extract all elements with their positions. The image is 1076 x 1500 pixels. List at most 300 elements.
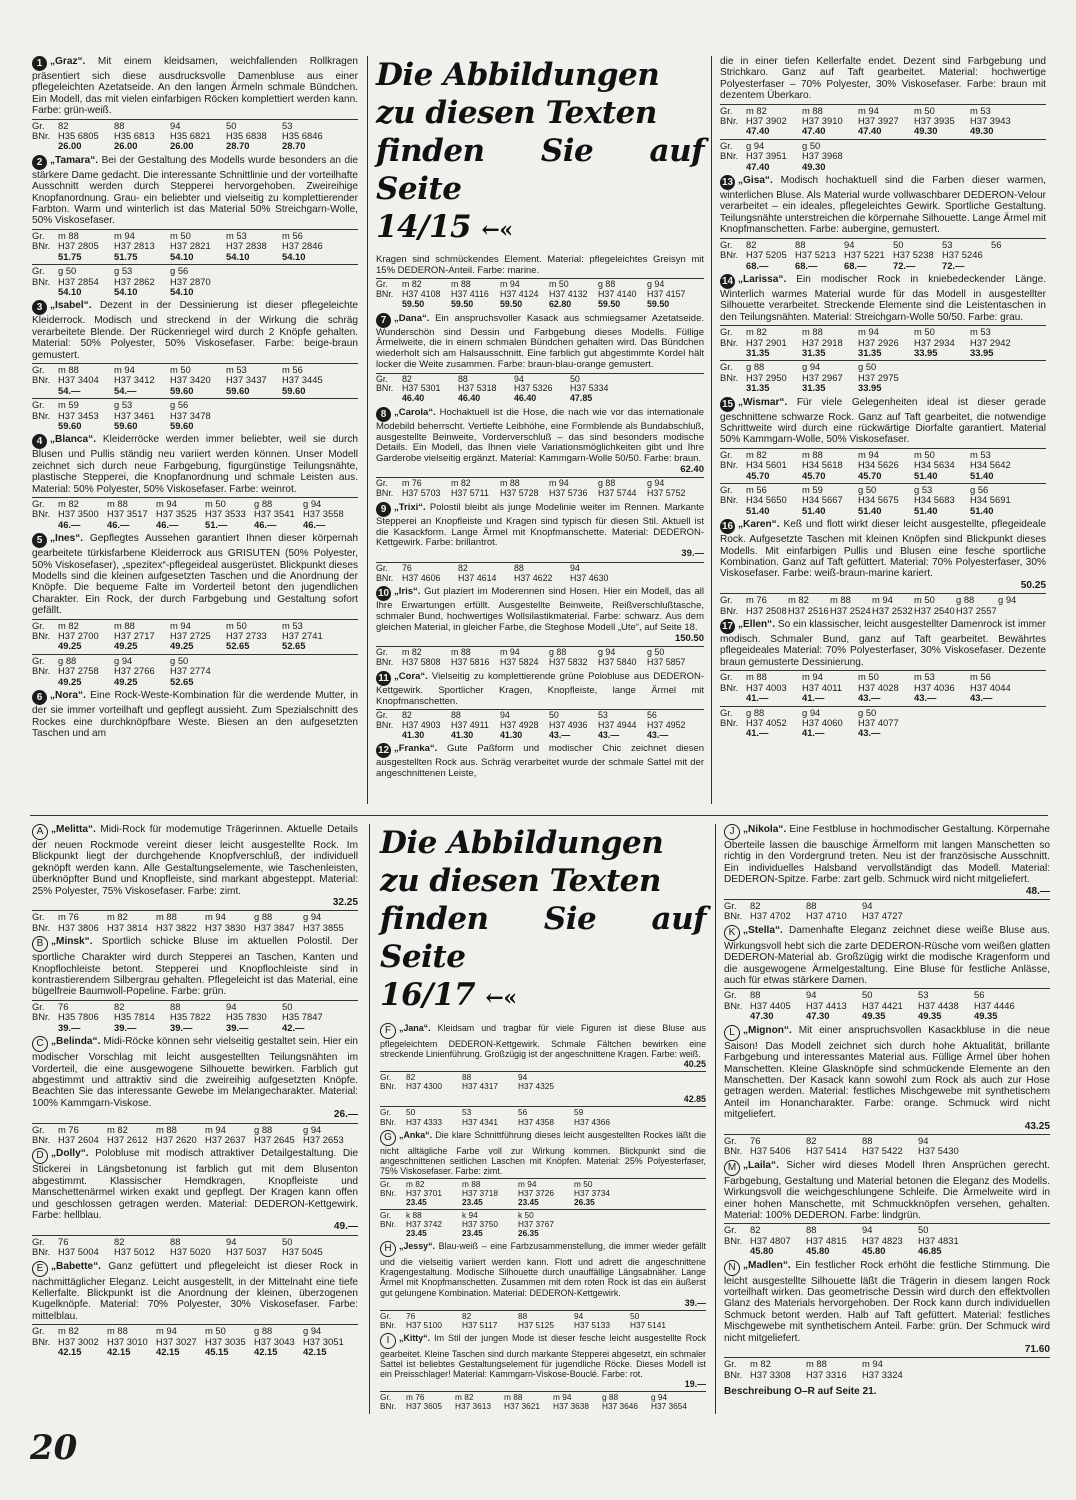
order-number: H37 3002 [58,1335,99,1347]
item-number-badge: 12 [377,745,390,757]
order-number-label: BNr. [32,1246,51,1258]
size-value: g 88 [598,279,616,290]
size-value: 88 [451,710,461,721]
item-number-badge: N [724,1260,740,1276]
order-number: H37 4702 [750,910,791,922]
size-row [720,327,1046,337]
size-label: Gr. [720,448,733,460]
item-name: „Anka“. [399,1129,433,1140]
size-value: m 88 [802,326,823,338]
order-number-row [376,489,704,499]
price-value: 51.40 [746,504,770,516]
catalog-entry [32,824,358,933]
price-value: 68.— [746,259,769,271]
catalog-entry [376,743,704,779]
order-number: H37 3935 [914,115,955,127]
price-value: 62.80 [549,298,572,309]
item-price: 43.25 [1024,1120,1050,1132]
order-number: H37 4944 [598,719,637,730]
size-value: g 88 [254,911,273,923]
size-value: m 82 [455,1392,474,1403]
price-value: 54.10 [114,285,138,297]
order-number: H37 3822 [156,921,197,933]
price-value: 45.70 [802,469,826,481]
price-value: 49.25 [58,640,82,652]
entry-description [724,1160,1050,1222]
order-number: H37 4317 [462,1081,498,1092]
item-text: Damenhafte Eleganz zeichnet diese weiße Bluse aus. Wirkungsvoll hebt sich die zarte DEDERON-Rüsche vom weißen glatten DEDERON-Material ab. Großzügig wirkt die modische Kragenform und die ausgewogene Ärmelgestaltung. Eine Bluse für festliche Anlässe, auch für etwas stärkere Damen. [724,924,1050,987]
entry-description [380,1023,706,1059]
price-value: 72.— [942,259,965,271]
size-row [32,266,358,276]
item-name: „Jana“. [399,1023,431,1033]
price-value: 31.35 [802,382,826,394]
order-number: H37 5004 [58,1246,99,1258]
price-value: 41.30 [451,729,474,740]
order-number: H37 5125 [518,1319,554,1330]
size-value: m 56 [282,229,303,241]
size-value: m 82 [746,104,767,116]
order-number: H37 5246 [942,249,983,261]
catalog-entry [32,155,358,297]
item-text: Sicher wird dieses Modell Ihren Ansprüchen gerecht. Farbgebung, Gestaltung und Material betonen die Eleganz des Modells. Wirkungsvoll die weichgeschlungene Schleife. Die Ärmelweite wird in einer hohen Manschette, mit Schmuckknöpfen versehen, gehalten. Material: 100% DEDERON. Farbe: lindgrün. [724,1159,1050,1221]
order-number: H37 3806 [58,921,99,933]
item-price: 32.25 [332,897,358,909]
size-value: g 88 [254,498,273,509]
divider [367,56,368,804]
entry-description [720,175,1046,236]
size-value: m 53 [970,448,991,460]
order-number: H37 2532 [872,604,913,616]
column-top-left [32,56,358,742]
item-name: „Minsk“. [51,936,93,948]
catalog-entry [720,175,1046,271]
size-value: 88 [462,1072,472,1083]
price-value: 23.45 [406,1228,427,1239]
price-value: 39.— [114,1021,137,1033]
item-text: Blau-weiß – eine Farbzusammenstellung, die immer wieder gefällt und die vielseitig variiert werden kann. Flott und adrett die angeschnittene Kragengestaltung. Modische Silhouette durch unauffällige Längsabnäher. Lange Ärmel mit Knopfmanschetten. Zusammen mit dem roten Rock ist das ein äußerst gut gelungene Kombination. Material: DEDERON-Kettgewirk. [380,1241,707,1298]
price-value: 41.30 [500,729,523,740]
size-value: 82 [402,710,412,721]
size-value: m 94 [518,1178,537,1189]
order-number: H37 5736 [549,488,588,499]
price-row [32,421,358,431]
size-value: m 94 [500,647,520,658]
order-number: H37 4405 [750,999,791,1011]
size-table [720,483,1046,516]
size-value: 50 [918,1224,929,1236]
headline-line: zu diesen Texten [376,95,657,131]
size-value: m 94 [156,1325,177,1337]
item-name: „Nora“. [50,690,86,702]
size-label: Gr. [720,326,733,338]
item-number-badge: 16 [721,521,734,533]
order-number: H37 3404 [58,374,99,386]
size-table [720,104,1046,137]
size-value: 94 [570,562,580,573]
size-value: m 88 [462,1178,481,1189]
order-number: H37 3951 [746,150,787,162]
size-value: g 56 [970,484,989,495]
order-number: H37 5141 [630,1319,666,1330]
item-name: „Ellen“. [738,619,776,631]
price-value: 31.35 [746,382,770,394]
price-value: 45.80 [806,1245,830,1257]
order-number: H37 5301 [402,383,441,394]
size-table [720,670,1046,703]
order-number: H35 7847 [282,1011,323,1023]
size-value: m 82 [107,1123,128,1135]
order-number: H37 5037 [226,1246,267,1258]
item-text: Midi-Rock für modemutige Trägerinnen. Aktuelle Details der neuen Rockmode vereint dieser leicht ausgestellte Rock. Im Blickpunkt liegt der durchgehende Knopfverschluß, der individuell geknöpft werden kann. Alle Gestaltungselemente, wie Taschenleisten, überknöpfter Bund und Knopfleiste, sind markant abgesteppt. Material: 25% Polyester, 75% Viskosefaser. Farbe: zimt. [32,824,358,897]
item-text: Hochaktuell ist die Hose, die nach wie vor das internationale Modebild beherrscht. Vertiefte Leibhöhe, eine Formblende als Bundabschluß, ausgestellte Beinweite, Vorderverschluß – das sind besonders modische Details. Ein Modell, das Ihnen viele Variationsmöglichkeiten gibt und Ihre Garderobe vielseitig ergänzt. Material: Kammgarn-Wolle 50/50. Farbe: braun. [376,406,704,465]
order-number-row [724,1146,1050,1156]
order-number-row [32,1135,358,1145]
price-value: 51.40 [970,504,994,516]
price-value: 47.40 [858,125,882,137]
size-label: Gr. [720,361,733,373]
catalog-entry [32,1261,358,1358]
size-label: Gr. [376,647,388,658]
size-value: 76 [402,562,412,573]
order-number: H37 3533 [205,508,246,520]
size-value: g 56 [170,265,189,277]
price-value: 54.— [58,384,81,396]
price-value: 31.35 [802,346,826,358]
price-value: 59.60 [282,384,306,396]
size-value: g 94 [647,478,665,489]
order-number: H37 2733 [226,630,267,642]
order-number: H37 5840 [598,657,637,668]
order-number: H37 3558 [303,508,344,520]
size-table [376,562,704,583]
item-text: Eine Festbluse in hochmodischer Gestaltung. Körpernahe Oberteile lassen die bauschige Ärmelform mit langen Manschetten so richtig in den Vordergrund treten. Neu ist der französische Ausschnitt. Ein individuelles Halsband vervollständigt das Modell. Material: DEDERON-Spitze. Farbe: zart gelb. Schmuck wird nicht mitgeliefert. [724,824,1050,886]
price-row [720,693,1046,703]
size-value: g 94 [303,498,322,509]
size-table [376,477,704,498]
order-number: H37 4108 [402,289,441,300]
entry-description [376,313,704,371]
order-number: H37 4952 [647,719,686,730]
order-number: H37 2813 [114,240,155,252]
entry-description [720,274,1046,323]
size-label: Gr. [376,373,388,384]
size-value: m 94 [802,671,823,683]
price-value: 54.10 [170,285,194,297]
size-value: g 94 [303,911,322,923]
catalog-entry [376,407,704,499]
order-number-label: BNr. [32,1133,51,1145]
order-number: H37 3750 [462,1219,498,1230]
headline-line: Die Abbildungen [376,57,660,93]
item-text: Ein modischer Rock in kniebedeckender Länge. Winterlich warmes Material wurde für das Modell in ausgestellter Silhouette verarbeitet. Streckende Elemente sind die Leistentaschen in den Teilungsnähten. Material: Streichgarn-Wolle 50/50. Farbe: grau. [720,273,1046,323]
order-number-row [720,250,1046,260]
order-number: H37 3814 [107,921,148,933]
size-value: m 94 [114,229,135,241]
order-number-label: BNr. [376,488,394,499]
order-number: H37 3453 [58,409,99,421]
price-value: 49.35 [918,1010,942,1022]
size-value: g 94 [114,654,133,666]
size-value: 50 [570,373,580,384]
price-value: 59.50 [402,298,425,309]
order-number: H37 2637 [205,1133,246,1145]
price-row [720,162,1046,172]
item-text: Kleidsam und tragbar für viele Figuren ist diese Bluse aus pflegeleichtem DEDERON-Kettgewirk. Schmale Fältchen bewirken eine streckende Linienführung. Großzügig ist der angeschnittene Kragen. Farbe: weiß. [380,1023,706,1060]
order-number: H37 5045 [282,1246,323,1258]
size-value: m 50 [914,594,935,606]
item-number-badge: K [724,925,740,941]
order-number: H37 2901 [746,336,787,348]
price-value: 26.00 [170,140,194,152]
order-number: H37 2838 [226,240,267,252]
size-table [720,360,1046,393]
size-value: g 88 [254,1123,273,1135]
size-table [724,1134,1050,1157]
item-text: Modisch hochaktuell sind die Farben dieser warmen, winterlichen Bluse. Als Material wurde vollwaschbarer DEDERON-Velour verarbeitet – ein ideales, pflegeleichtes Gewirk. Sportliche Gestaltung. Teilungsnähte unterstreichen die körpernahe Silhouette. Lange Ärmel mit Knopfmanschetten. Farbe: aubergine, gemustert. [720,175,1047,236]
order-number: H37 4911 [451,719,489,730]
size-table [380,1106,706,1126]
item-name: „Jessy“. [399,1241,436,1252]
size-value: m 50 [858,671,879,683]
size-value: g 50 [802,139,821,151]
size-value: m 94 [858,104,879,116]
size-value: m 88 [802,104,823,116]
item-price: 19.— [684,1379,706,1390]
size-table [380,1391,706,1411]
order-number-label: BNr. [32,630,51,642]
order-number: H37 3541 [254,508,295,520]
size-value: 53 [598,710,608,721]
order-number: H37 4413 [806,999,847,1011]
size-value: m 50 [205,498,226,509]
size-label: Gr. [724,1358,737,1370]
order-number: H37 5414 [806,1145,847,1157]
order-number-label: BNr. [380,1116,397,1127]
order-number-label: BNr. [32,374,51,386]
price-value: 54.10 [170,250,194,262]
item-name: „Trixi“. [394,501,426,513]
order-number: H37 2862 [114,275,155,287]
size-table [380,1209,706,1238]
item-number-badge: D [32,1148,48,1164]
entry-description [32,434,358,495]
size-value: g 94 [647,279,665,290]
price-value: 59.50 [451,298,474,309]
order-number: H37 3605 [406,1401,442,1412]
size-value: g 88 [598,478,616,489]
order-number-row [720,606,1046,616]
size-label: Gr. [724,1224,737,1236]
order-number: H37 2540 [914,604,955,616]
price-value: 33.95 [914,346,938,358]
size-table [376,646,704,667]
size-label: Gr. [32,399,45,411]
order-number: H37 4341 [462,1116,498,1127]
order-number-label: BNr. [380,1081,397,1092]
price-value: 47.40 [746,125,770,137]
size-value: 53 [282,119,293,131]
size-value: g 94 [303,1123,322,1135]
order-number-row [376,384,704,394]
price-row [720,261,1046,271]
order-number: H37 5832 [549,657,588,668]
order-number: H37 3726 [518,1187,554,1198]
order-number: H37 2774 [170,665,211,677]
size-value: 88 [750,989,761,1001]
item-number-badge: 13 [721,177,734,189]
item-number-badge: 7 [376,313,391,328]
size-value: 50 [862,989,873,1001]
order-number: H37 4446 [974,999,1015,1011]
order-number: H35 6821 [170,130,211,142]
size-value: 88 [795,238,806,250]
size-label: Gr. [32,911,45,923]
size-value: 59 [574,1107,584,1118]
order-number-label: BNr. [32,240,51,252]
order-number: H37 5808 [402,657,441,668]
size-value: m 88 [451,647,471,658]
price-row [380,1229,706,1238]
size-label: Gr. [720,594,733,606]
item-number-badge: B [32,936,48,952]
catalog-entry [724,1160,1050,1257]
size-value: m 50 [549,279,569,290]
order-number: H37 5213 [795,249,836,261]
item-name: „Babette“. [51,1260,101,1272]
item-number-badge: F [380,1023,396,1039]
price-value: 31.35 [746,346,770,358]
item-name: „Franka“. [394,743,438,755]
size-value: m 88 [500,478,520,489]
price-value: 51.40 [802,504,826,516]
size-value: 94 [806,989,817,1001]
size-value: 94 [518,1072,528,1083]
divider [711,56,712,804]
item-number-badge: A [32,824,48,840]
order-number: H37 4831 [918,1234,959,1246]
price-value: 49.25 [170,640,194,652]
order-number-label: BNr. [720,459,739,471]
price-value: 59.60 [170,384,194,396]
price-value: 43.— [914,692,937,704]
size-value: g 94 [598,647,616,658]
order-number: H37 5728 [500,488,539,499]
item-number-badge: 1 [32,56,47,71]
item-text: Midi-Röcke können sehr vielseitig gestaltet sein. Hier ein modischer Vorschlag mit leicht ausgestellten Teilungsnähten im Vorderteil, die eine ausgewogene Silhouette bewirken. Farblich gut abgestimmt und attraktiv sind die zweireihig aufgesetzten Knöpfe. Beachten Sie das interessante Gewebe im Melangecharakter. Material: 100% Kammgarn-Viskose. [32,1036,358,1109]
price-value: 46.— [58,518,81,530]
catalog-entry [380,1023,706,1091]
catalog-entry [724,925,1050,1022]
order-number: H37 4116 [451,289,489,300]
order-number-label: BNr. [376,719,394,730]
order-number: H37 2846 [282,240,323,252]
headline-line: 14/15 [376,209,472,245]
item-price: 39.— [684,1297,706,1308]
size-label: Gr. [720,671,733,683]
size-value: g 88 [58,654,77,666]
size-value: m 94 [862,1358,883,1370]
order-number: H37 4614 [458,572,497,583]
order-number: H37 3500 [58,508,99,520]
entry-description [376,743,704,779]
item-text: Ganz gefüttert und pflegeleicht ist dieser Rock in nachmittäglicher Eleganz. Leicht ausgestellt, in der Mittelnaht eine tiefe Kellerfalte. Blickpunkt ist die Anordnung der kleinen, überzogenen Kugelknöpfe. Material: 70% Polyester, 30% Viskosefaser. Farbe: mittelblau. [32,1260,358,1322]
size-value: g 53 [114,265,133,277]
order-number: H37 2645 [254,1133,295,1145]
order-number-label: BNr. [720,371,739,383]
size-value: g 94 [802,361,821,373]
item-number-badge: 9 [376,502,391,517]
size-table [720,593,1046,616]
size-row [32,400,358,410]
item-name: „Melitta“. [51,824,96,835]
catalog-entry [380,1241,706,1330]
item-text: Ein anspruchsvoller Kasack aus schmiegsamer Azetatseide. Wunderschön sind Dessin und Farbgebung dieses Modells. Füllige Ärmelweite, die in einem schmalen Bündchen gehalten wird. Das Bündchen wiederholt sich am Halsausschnitt. Eine farblich gut abgestimmte Kordel hält locker die Weite zusammen. Farbe: braun-blau-orange gemustert. [376,312,704,370]
price-value: 51.75 [58,250,82,262]
size-table [724,1223,1050,1256]
size-value: m 94 [205,911,226,923]
item-price: 48.— [1025,885,1050,897]
size-value: m 88 [114,619,135,631]
size-value: m 94 [170,619,191,631]
order-number: H37 3613 [455,1401,491,1412]
size-table [32,1235,358,1258]
order-number-label: BNr. [720,336,739,348]
size-value: 50 [282,1000,293,1012]
catalog-entry [32,690,358,739]
size-label: Gr. [720,484,733,495]
size-value: m 94 [872,594,893,606]
order-number: H37 4727 [862,910,903,922]
size-table [32,1324,358,1357]
catalog-entry [32,533,358,687]
price-value: 42.15 [58,1346,82,1358]
size-table [32,119,358,152]
price-value: 43.— [970,692,993,704]
size-label: Gr. [724,989,737,1001]
price-value: 59.50 [500,298,523,309]
order-number: H37 3654 [651,1401,687,1412]
size-value: g 50 [647,647,665,658]
item-number-badge: 8 [376,407,391,422]
price-value: 52.65 [282,640,306,652]
size-label: Gr. [32,1325,45,1337]
size-value: m 50 [914,104,935,116]
size-table [720,448,1046,481]
order-number: H35 6805 [58,130,99,142]
size-label: Gr. [380,1210,392,1221]
order-number: H37 4011 [802,681,842,693]
order-number: H35 7830 [226,1011,267,1023]
order-number-label: BNr. [32,1335,51,1347]
order-number: H35 7822 [170,1011,211,1023]
size-value: 94 [500,710,510,721]
order-number: H37 3035 [205,1335,246,1347]
headline-line: Die Abbildungen [380,825,664,861]
size-value: m 88 [504,1392,523,1403]
price-row [376,300,704,310]
size-value: 82 [402,373,412,384]
order-number: H37 2918 [802,336,843,348]
entry-description [724,1025,1050,1121]
size-value: m 94 [156,498,177,509]
price-value: 47.30 [806,1010,830,1022]
order-number: H37 5816 [451,657,490,668]
size-table [32,654,358,687]
order-number: H37 5117 [462,1319,498,1330]
price-value: 49.30 [914,125,938,137]
column-bottom-middle [380,824,706,1414]
